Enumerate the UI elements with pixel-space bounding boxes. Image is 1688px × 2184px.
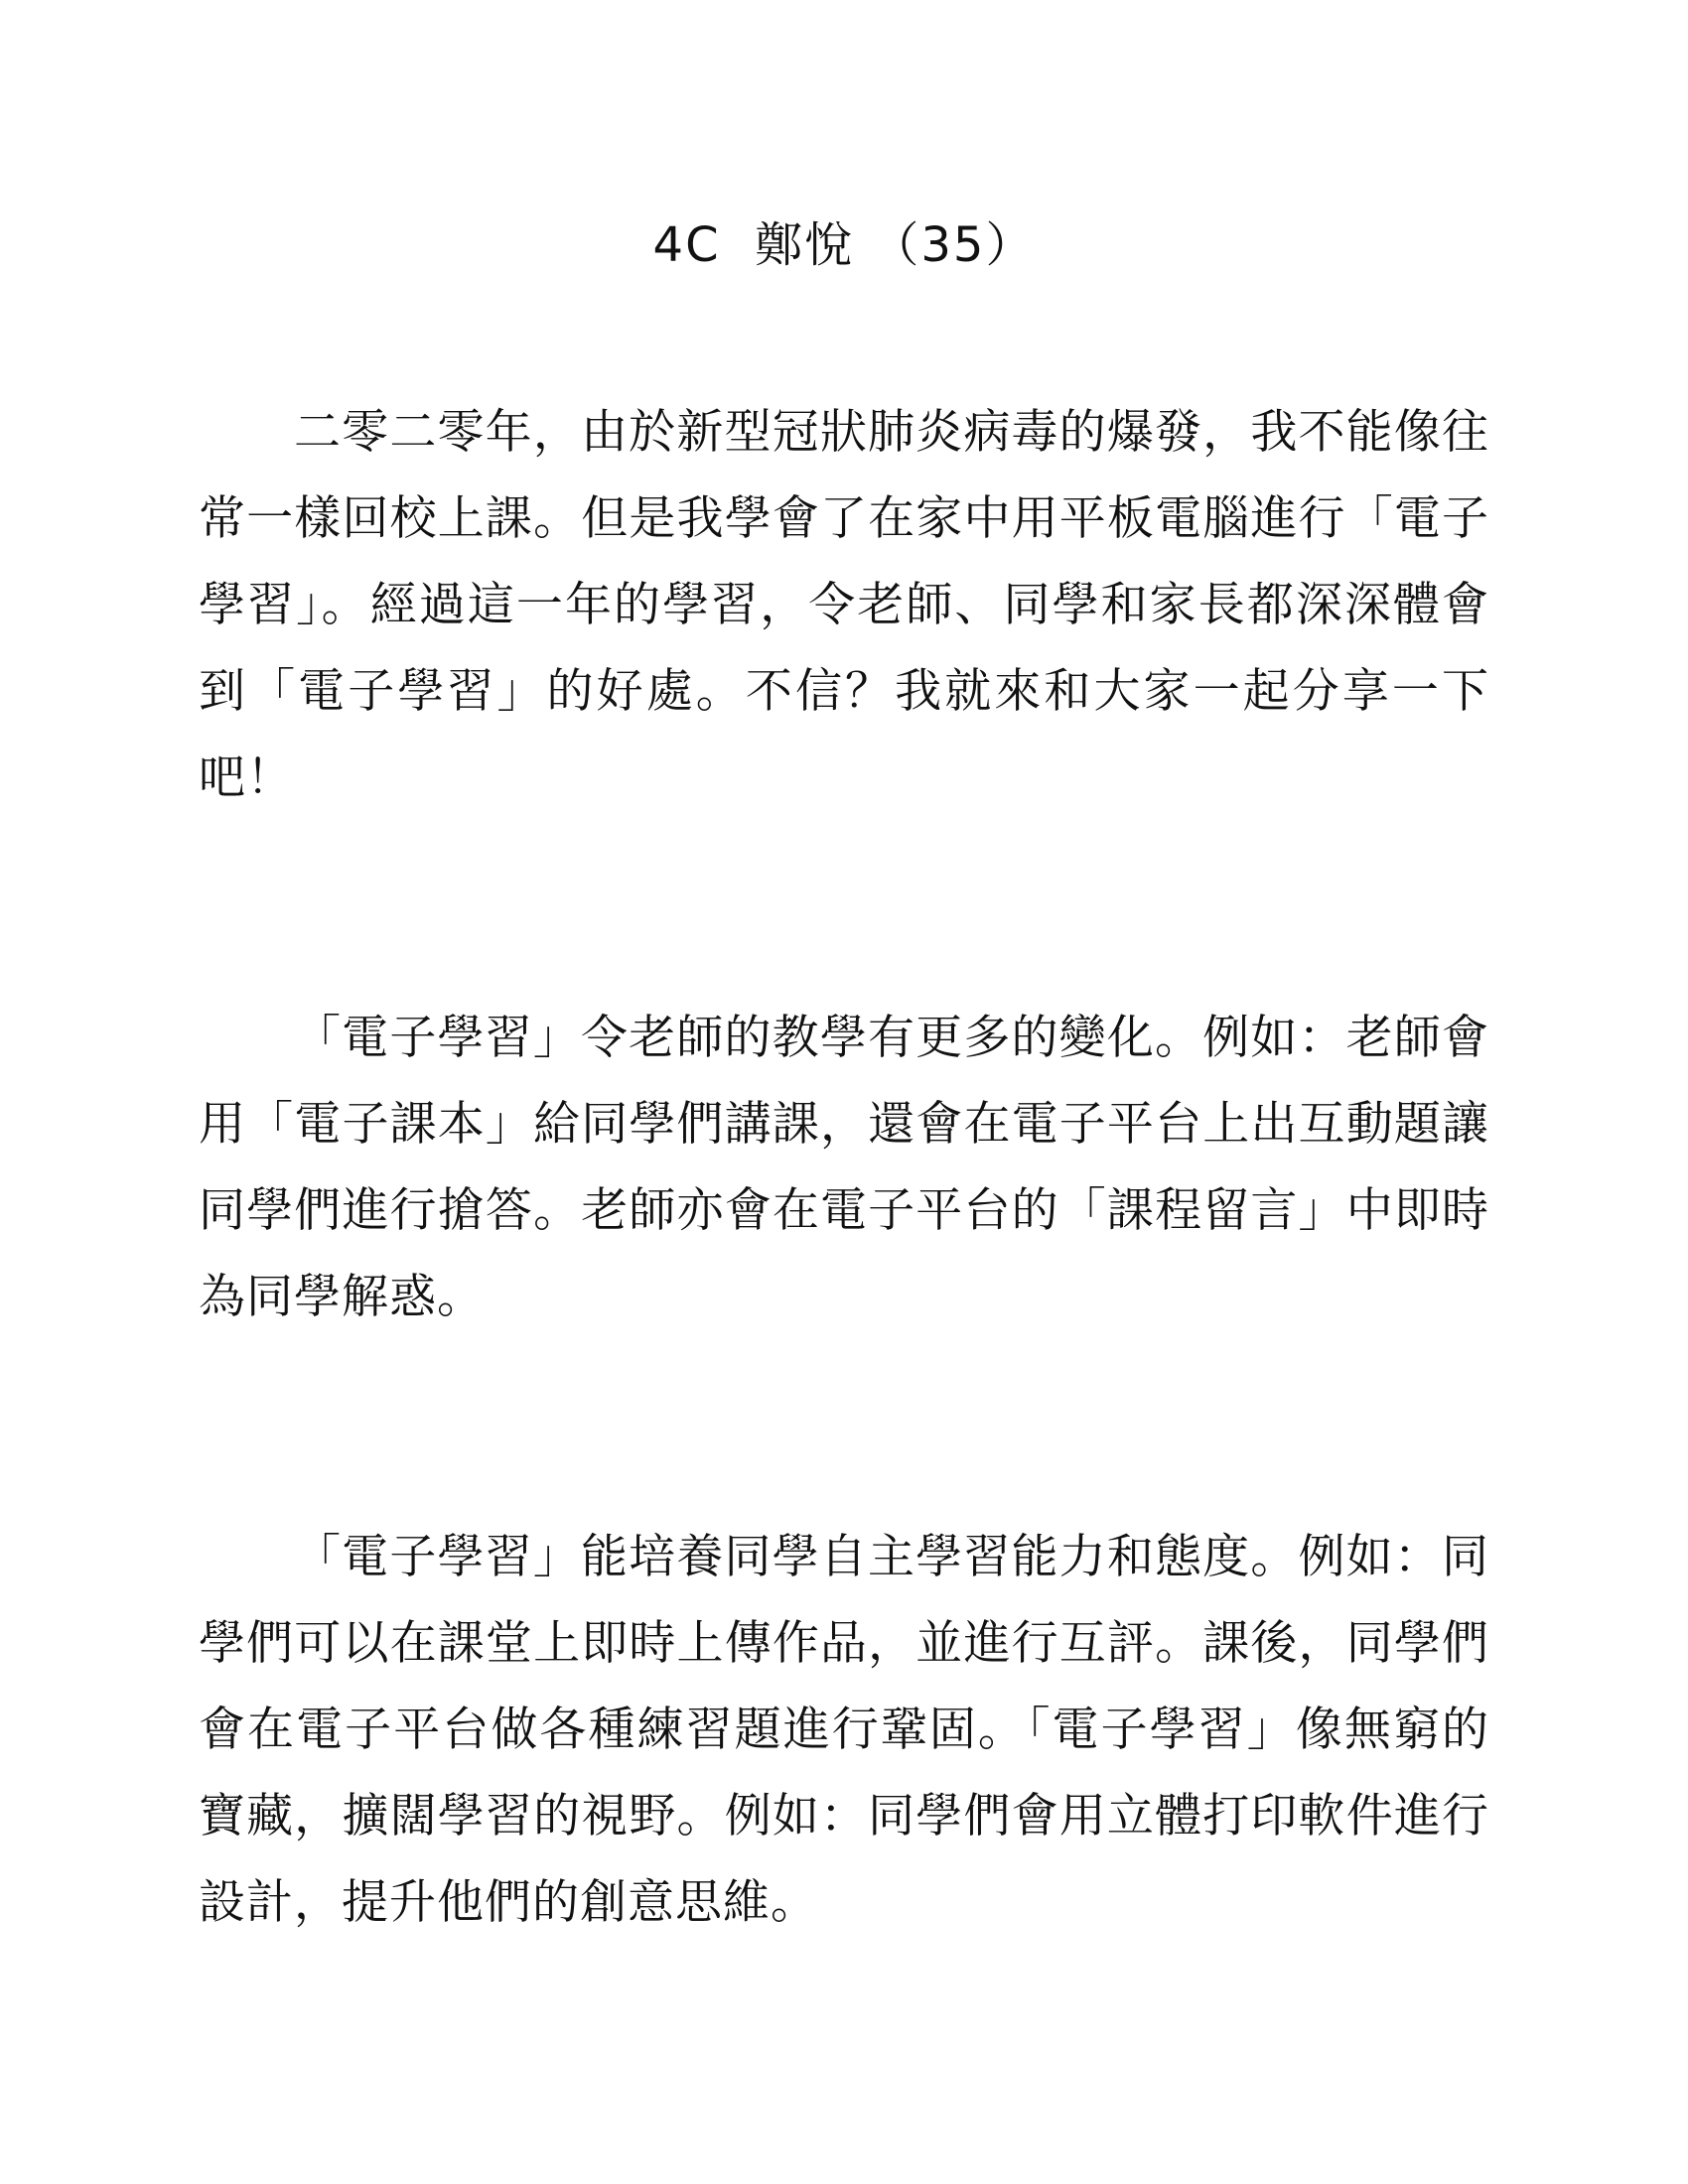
paragraph-2: 「電子學習」令老師的教學有更多的變化。例如：老師會用「電子課本」給同學們講課，還會在電子平台上出互動題讓同學們進行搶答。老師亦會在電子平台的「課程留言」中即時為同學解惑。	[199, 1011, 1489, 1324]
paragraph-3: 「電子學習」能培養同學自主學習能力和態度。例如：同學們可以在課堂上即時上傳作品，並進行互評。課後，同學們會在電子平台做各種練習題進行鞏固。「電子學習」像無窮的寶藏，擴闊學習的視野。例如：同學們會用立體打印軟件進行設計，提升他們的創意思維。	[199, 1530, 1489, 1930]
paragraph-1: 二零二零年，由於新型冠狀肺炎病毒的爆發，我不能像往常一樣回校上課。但是我學會了在家中用平板電腦進行「電子學習」。經過這一年的學習，令老師、同學和家長都深深體會到「電子學習」的好處。不信？我就來和大家一起分享一下吧！	[199, 405, 1489, 805]
document-body	[199, 389, 1489, 1946]
document-title: 4C 鄭悅 （35）	[652, 217, 1036, 273]
